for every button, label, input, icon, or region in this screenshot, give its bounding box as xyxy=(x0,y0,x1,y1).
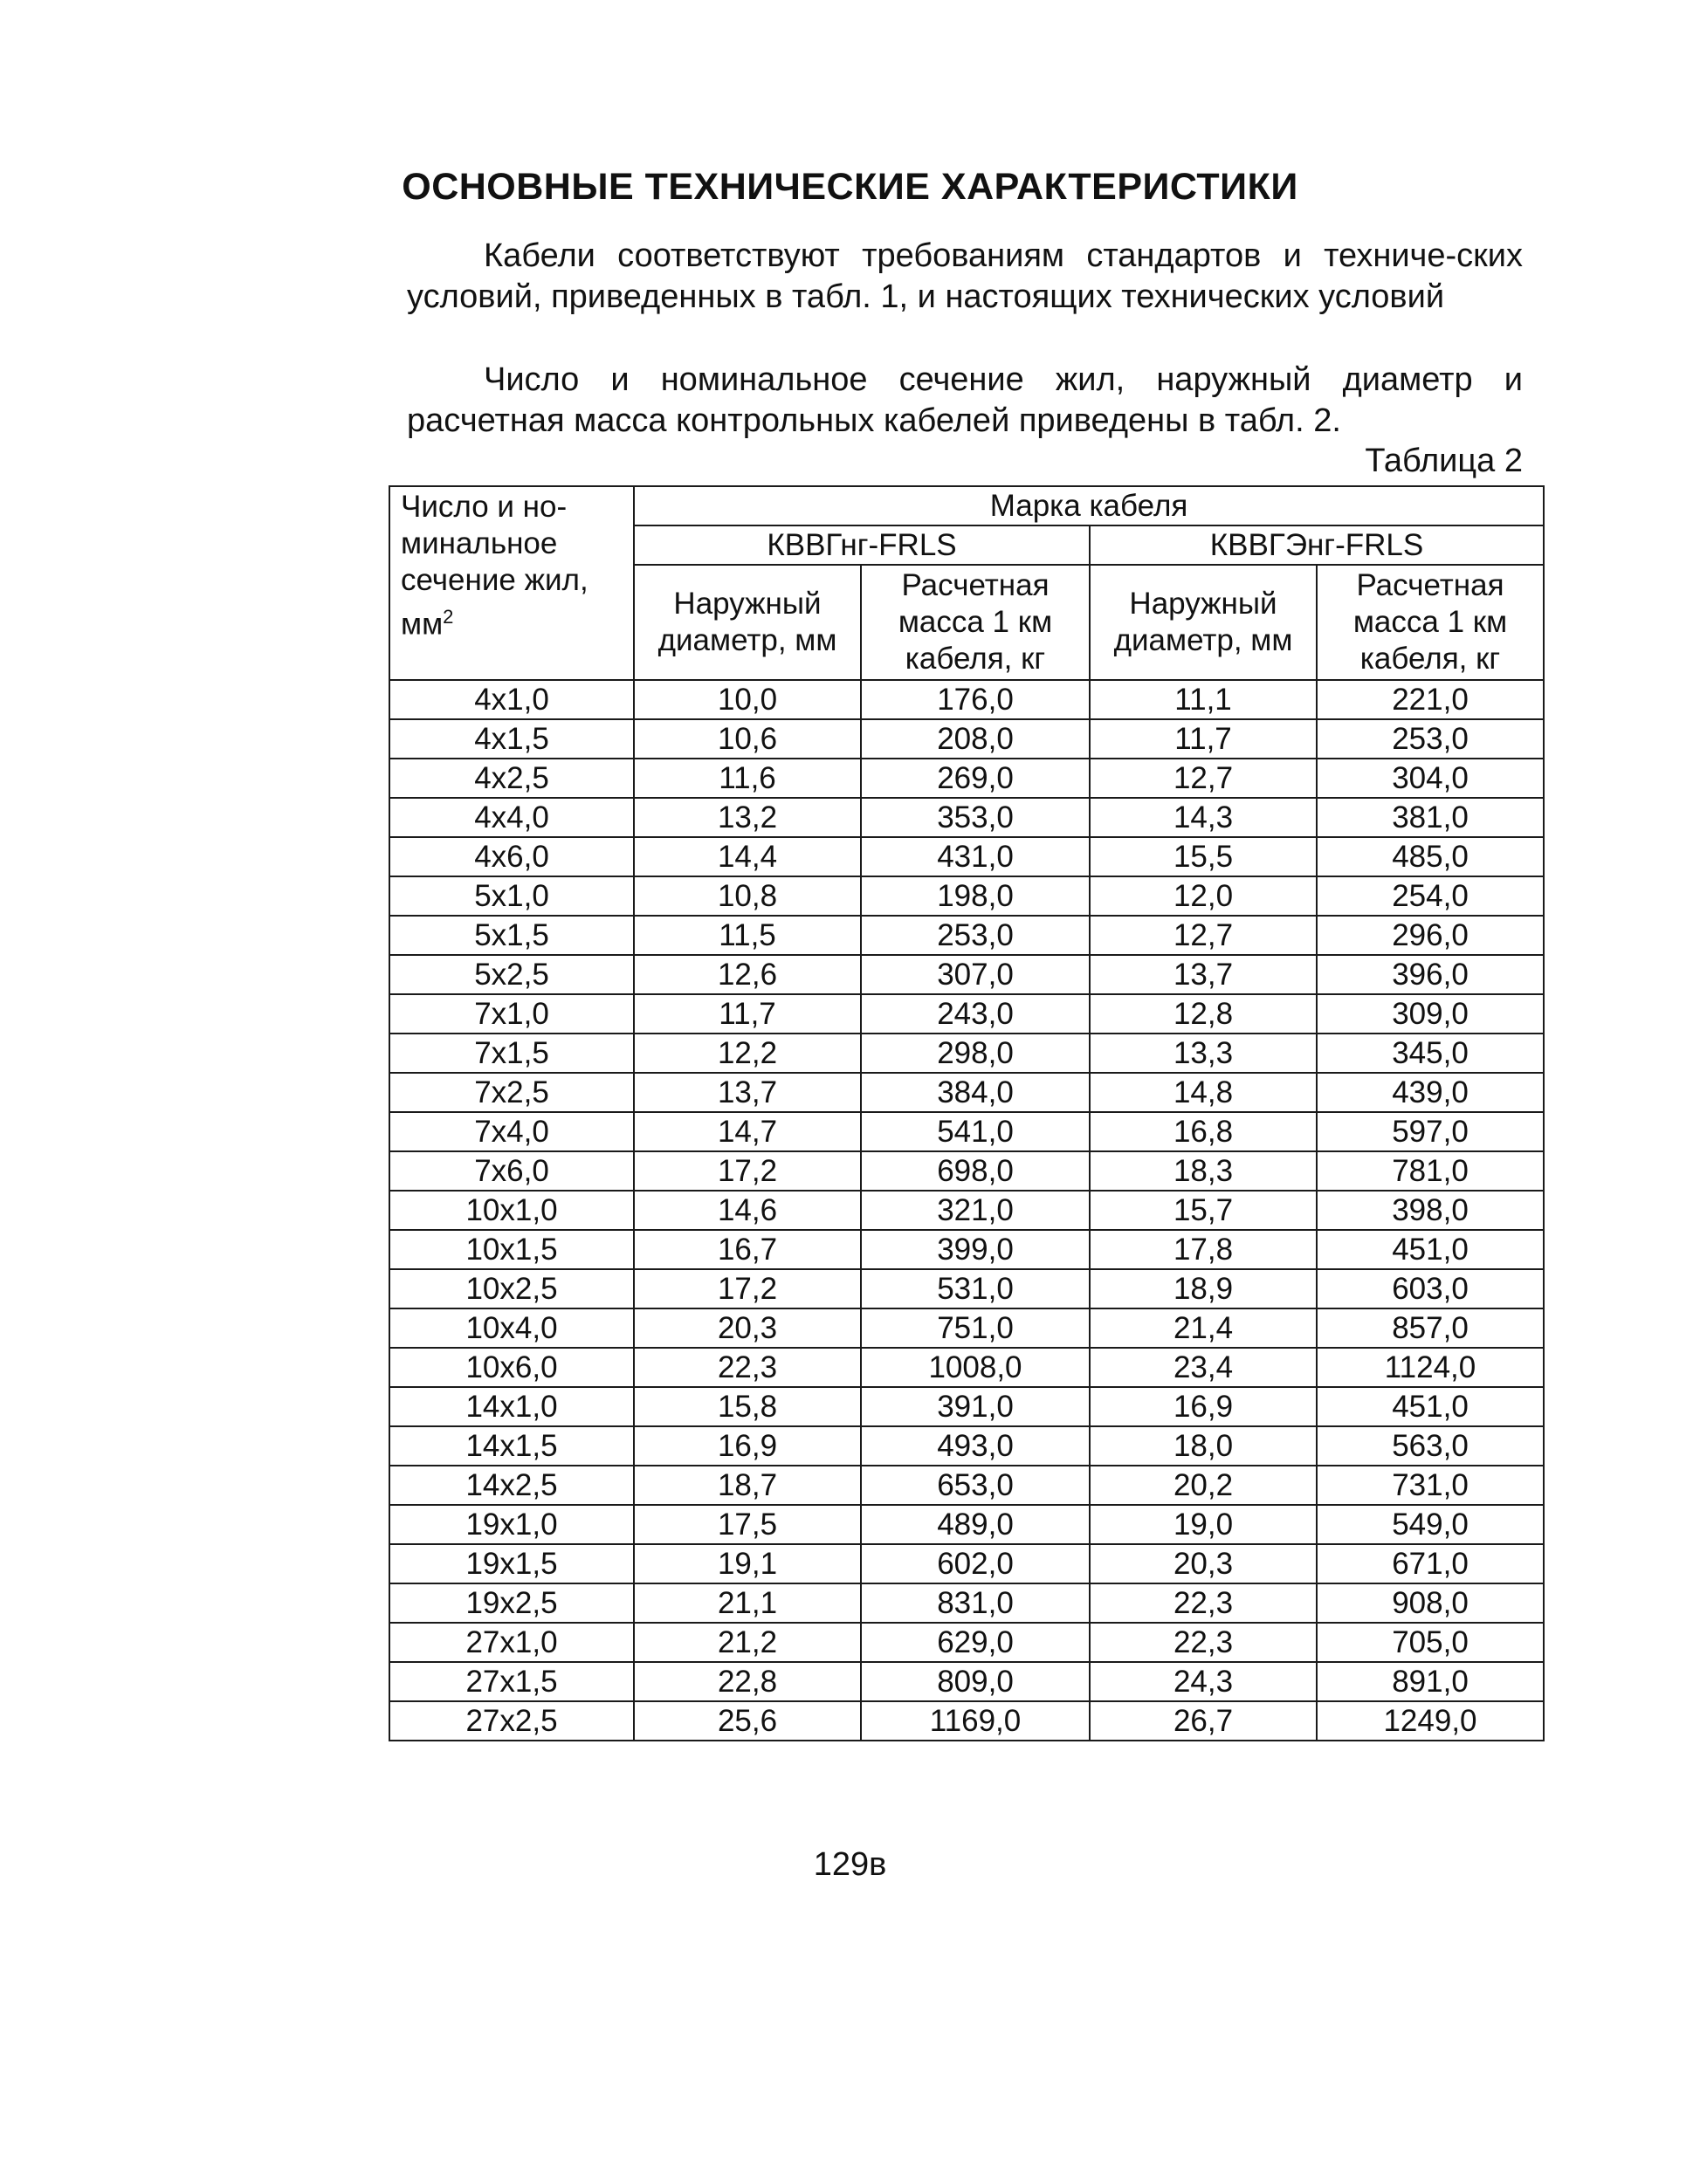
table-row xyxy=(389,994,1544,1034)
cell-mass-kvvgng: 176,0 xyxy=(861,680,1090,719)
table-row xyxy=(389,955,1544,994)
header-outer-diameter-2: Наружный диаметр, мм xyxy=(1090,565,1317,680)
header-mass-2: Расчетная масса 1 км кабеля, кг xyxy=(1317,565,1544,680)
cell-mass-kvvgng: 629,0 xyxy=(861,1623,1090,1662)
cell-mass-kvvgng: 431,0 xyxy=(861,837,1090,876)
cell-core-section: 4x6,0 xyxy=(389,837,634,876)
cell-core-section: 7x1,5 xyxy=(389,1034,634,1073)
cell-mass-kvvgng: 198,0 xyxy=(861,876,1090,916)
cell-diameter-kvvgeng: 17,8 xyxy=(1090,1230,1317,1269)
cell-diameter-kvvgeng: 24,3 xyxy=(1090,1662,1317,1701)
cell-mass-kvvgeng: 254,0 xyxy=(1317,876,1544,916)
cell-diameter-kvvgng: 13,7 xyxy=(634,1073,861,1112)
cell-core-section: 10x2,5 xyxy=(389,1269,634,1308)
header-outer-diameter-1: Наружный диаметр, мм xyxy=(634,565,861,680)
cell-mass-kvvgng: 321,0 xyxy=(861,1191,1090,1230)
cell-mass-kvvgng: 298,0 xyxy=(861,1034,1090,1073)
cell-diameter-kvvgeng: 22,3 xyxy=(1090,1583,1317,1623)
cell-mass-kvvgeng: 398,0 xyxy=(1317,1191,1544,1230)
cell-core-section: 5x2,5 xyxy=(389,955,634,994)
cable-specs-table xyxy=(389,485,1545,1741)
cell-diameter-kvvgeng: 15,7 xyxy=(1090,1191,1317,1230)
cell-diameter-kvvgng: 22,3 xyxy=(634,1348,861,1387)
cell-core-section: 4x4,0 xyxy=(389,798,634,837)
table-row xyxy=(389,1073,1544,1112)
cell-diameter-kvvgeng: 20,3 xyxy=(1090,1544,1317,1583)
cell-diameter-kvvgeng: 14,3 xyxy=(1090,798,1317,837)
cell-core-section: 27x1,5 xyxy=(389,1662,634,1701)
cell-diameter-kvvgng: 11,5 xyxy=(634,916,861,955)
header-brand-kvvgng: КВВГнг-FRLS xyxy=(634,525,1090,565)
cell-mass-kvvgeng: 381,0 xyxy=(1317,798,1544,837)
cell-diameter-kvvgng: 17,2 xyxy=(634,1269,861,1308)
cell-mass-kvvgeng: 296,0 xyxy=(1317,916,1544,955)
cell-core-section: 27x2,5 xyxy=(389,1701,634,1741)
cell-diameter-kvvgng: 10,8 xyxy=(634,876,861,916)
cell-mass-kvvgeng: 549,0 xyxy=(1317,1505,1544,1544)
cell-core-section: 14x1,5 xyxy=(389,1426,634,1466)
cell-diameter-kvvgeng: 12,7 xyxy=(1090,759,1317,798)
cell-diameter-kvvgng: 21,2 xyxy=(634,1623,861,1662)
header-core-count-section xyxy=(389,486,634,680)
table-row xyxy=(389,759,1544,798)
table-row xyxy=(389,1426,1544,1466)
cell-core-section: 7x4,0 xyxy=(389,1112,634,1151)
cell-diameter-kvvgeng: 18,9 xyxy=(1090,1269,1317,1308)
cell-mass-kvvgeng: 304,0 xyxy=(1317,759,1544,798)
table-row xyxy=(389,1701,1544,1741)
cell-core-section: 4x1,5 xyxy=(389,719,634,759)
cell-core-section: 19x1,0 xyxy=(389,1505,634,1544)
cell-diameter-kvvgeng: 26,7 xyxy=(1090,1701,1317,1741)
cell-mass-kvvgeng: 597,0 xyxy=(1317,1112,1544,1151)
cell-mass-kvvgng: 269,0 xyxy=(861,759,1090,798)
cell-mass-kvvgng: 698,0 xyxy=(861,1151,1090,1191)
cell-mass-kvvgeng: 396,0 xyxy=(1317,955,1544,994)
cell-core-section: 7x2,5 xyxy=(389,1073,634,1112)
cell-diameter-kvvgeng: 13,3 xyxy=(1090,1034,1317,1073)
header-cable-brand: Марка кабеля xyxy=(634,486,1544,525)
cell-mass-kvvgng: 1008,0 xyxy=(861,1348,1090,1387)
table-row xyxy=(389,1466,1544,1505)
cell-diameter-kvvgeng: 11,7 xyxy=(1090,719,1317,759)
cell-mass-kvvgng: 541,0 xyxy=(861,1112,1090,1151)
cell-diameter-kvvgng: 12,6 xyxy=(634,955,861,994)
cell-core-section: 7x6,0 xyxy=(389,1151,634,1191)
cell-mass-kvvgng: 307,0 xyxy=(861,955,1090,994)
cell-mass-kvvgng: 489,0 xyxy=(861,1505,1090,1544)
cell-mass-kvvgeng: 221,0 xyxy=(1317,680,1544,719)
cell-diameter-kvvgng: 18,7 xyxy=(634,1466,861,1505)
cell-diameter-kvvgeng: 11,1 xyxy=(1090,680,1317,719)
cell-diameter-kvvgng: 11,7 xyxy=(634,994,861,1034)
cell-mass-kvvgeng: 908,0 xyxy=(1317,1583,1544,1623)
cell-diameter-kvvgng: 25,6 xyxy=(634,1701,861,1741)
cell-diameter-kvvgeng: 16,8 xyxy=(1090,1112,1317,1151)
cell-diameter-kvvgng: 14,7 xyxy=(634,1112,861,1151)
cell-diameter-kvvgng: 19,1 xyxy=(634,1544,861,1583)
cell-mass-kvvgng: 1169,0 xyxy=(861,1701,1090,1741)
cell-mass-kvvgeng: 781,0 xyxy=(1317,1151,1544,1191)
cell-mass-kvvgng: 391,0 xyxy=(861,1387,1090,1426)
cell-core-section: 7x1,0 xyxy=(389,994,634,1034)
table-row xyxy=(389,1112,1544,1151)
cell-mass-kvvgng: 531,0 xyxy=(861,1269,1090,1308)
table-row xyxy=(389,1308,1544,1348)
cell-diameter-kvvgng: 17,5 xyxy=(634,1505,861,1544)
cell-diameter-kvvgeng: 20,2 xyxy=(1090,1466,1317,1505)
table-row xyxy=(389,837,1544,876)
table-intro-paragraph: Число и номинальное сечение жил, наружный диаметр и расчетная масса контрольных кабелей приведены в табл. 2. xyxy=(407,361,1523,439)
cell-mass-kvvgeng: 1124,0 xyxy=(1317,1348,1544,1387)
table-row xyxy=(389,1544,1544,1583)
cell-diameter-kvvgng: 10,0 xyxy=(634,680,861,719)
table-row xyxy=(389,1191,1544,1230)
table-row xyxy=(389,1662,1544,1701)
cell-diameter-kvvgng: 21,1 xyxy=(634,1583,861,1623)
cell-diameter-kvvgng: 16,7 xyxy=(634,1230,861,1269)
cell-mass-kvvgeng: 563,0 xyxy=(1317,1426,1544,1466)
cell-diameter-kvvgng: 16,9 xyxy=(634,1426,861,1466)
cell-core-section: 10x1,5 xyxy=(389,1230,634,1269)
table-row xyxy=(389,876,1544,916)
cell-diameter-kvvgng: 15,8 xyxy=(634,1387,861,1426)
cell-core-section: 10x1,0 xyxy=(389,1191,634,1230)
table-row xyxy=(389,916,1544,955)
table-row xyxy=(389,1230,1544,1269)
intro-paragraph: Кабели соответствуют требованиям стандартов и техниче-ских условий, приведенных в табл. 1, и настоящих технических условий xyxy=(407,237,1523,315)
table-row xyxy=(389,1348,1544,1387)
cell-diameter-kvvgeng: 22,3 xyxy=(1090,1623,1317,1662)
cell-core-section: 19x1,5 xyxy=(389,1544,634,1583)
table-row xyxy=(389,680,1544,719)
cell-diameter-kvvgeng: 21,4 xyxy=(1090,1308,1317,1348)
cell-mass-kvvgng: 208,0 xyxy=(861,719,1090,759)
table-row xyxy=(389,1505,1544,1544)
cell-mass-kvvgeng: 731,0 xyxy=(1317,1466,1544,1505)
cell-diameter-kvvgng: 14,4 xyxy=(634,837,861,876)
table-row xyxy=(389,1387,1544,1426)
cell-mass-kvvgeng: 671,0 xyxy=(1317,1544,1544,1583)
cell-diameter-kvvgeng: 12,7 xyxy=(1090,916,1317,955)
table-row xyxy=(389,719,1544,759)
cell-mass-kvvgeng: 857,0 xyxy=(1317,1308,1544,1348)
cell-diameter-kvvgng: 10,6 xyxy=(634,719,861,759)
header-unit-superscript: 2 xyxy=(443,606,454,628)
cell-diameter-kvvgeng: 12,0 xyxy=(1090,876,1317,916)
cell-diameter-kvvgeng: 15,5 xyxy=(1090,837,1317,876)
cell-core-section: 14x2,5 xyxy=(389,1466,634,1505)
cell-core-section: 19x2,5 xyxy=(389,1583,634,1623)
cell-diameter-kvvgeng: 18,3 xyxy=(1090,1151,1317,1191)
cell-mass-kvvgeng: 309,0 xyxy=(1317,994,1544,1034)
cell-diameter-kvvgeng: 12,8 xyxy=(1090,994,1317,1034)
cell-mass-kvvgng: 751,0 xyxy=(861,1308,1090,1348)
cell-core-section: 14x1,0 xyxy=(389,1387,634,1426)
cell-diameter-kvvgeng: 13,7 xyxy=(1090,955,1317,994)
table-row xyxy=(389,1583,1544,1623)
header-core-count-label: Число и но-минальное сечение жил, мм xyxy=(401,490,588,642)
cell-mass-kvvgng: 809,0 xyxy=(861,1662,1090,1701)
cell-mass-kvvgeng: 485,0 xyxy=(1317,837,1544,876)
cell-mass-kvvgng: 831,0 xyxy=(861,1583,1090,1623)
cell-diameter-kvvgeng: 19,0 xyxy=(1090,1505,1317,1544)
cell-mass-kvvgeng: 253,0 xyxy=(1317,719,1544,759)
cell-mass-kvvgeng: 603,0 xyxy=(1317,1269,1544,1308)
table-row xyxy=(389,1623,1544,1662)
cell-mass-kvvgeng: 1249,0 xyxy=(1317,1701,1544,1741)
cell-mass-kvvgng: 384,0 xyxy=(861,1073,1090,1112)
table-row xyxy=(389,1151,1544,1191)
cell-diameter-kvvgng: 22,8 xyxy=(634,1662,861,1701)
page-number: 129в xyxy=(813,1846,887,1883)
cell-mass-kvvgng: 253,0 xyxy=(861,916,1090,955)
cell-diameter-kvvgng: 20,3 xyxy=(634,1308,861,1348)
cell-mass-kvvgeng: 439,0 xyxy=(1317,1073,1544,1112)
cell-diameter-kvvgeng: 16,9 xyxy=(1090,1387,1317,1426)
cell-diameter-kvvgng: 13,2 xyxy=(634,798,861,837)
cell-mass-kvvgng: 353,0 xyxy=(861,798,1090,837)
cell-core-section: 4x2,5 xyxy=(389,759,634,798)
cell-diameter-kvvgeng: 23,4 xyxy=(1090,1348,1317,1387)
cell-core-section: 4x1,0 xyxy=(389,680,634,719)
page-title: ОСНОВНЫЕ ТЕХНИЧЕСКИЕ ХАРАКТЕРИСТИКИ xyxy=(402,166,1298,208)
table-label: Таблица 2 xyxy=(1365,443,1523,479)
header-brand-kvvgeng: КВВГЭнг-FRLS xyxy=(1090,525,1544,565)
cell-mass-kvvgng: 602,0 xyxy=(861,1544,1090,1583)
cell-diameter-kvvgeng: 14,8 xyxy=(1090,1073,1317,1112)
cell-core-section: 10x4,0 xyxy=(389,1308,634,1348)
cell-mass-kvvgng: 243,0 xyxy=(861,994,1090,1034)
cell-diameter-kvvgng: 17,2 xyxy=(634,1151,861,1191)
cell-mass-kvvgeng: 451,0 xyxy=(1317,1230,1544,1269)
cell-core-section: 27x1,0 xyxy=(389,1623,634,1662)
cell-mass-kvvgeng: 451,0 xyxy=(1317,1387,1544,1426)
cell-diameter-kvvgng: 14,6 xyxy=(634,1191,861,1230)
cell-mass-kvvgeng: 345,0 xyxy=(1317,1034,1544,1073)
cell-mass-kvvgeng: 891,0 xyxy=(1317,1662,1544,1701)
cell-diameter-kvvgng: 11,6 xyxy=(634,759,861,798)
cell-core-section: 10x6,0 xyxy=(389,1348,634,1387)
cell-mass-kvvgeng: 705,0 xyxy=(1317,1623,1544,1662)
table-body xyxy=(389,680,1544,1741)
cell-diameter-kvvgeng: 18,0 xyxy=(1090,1426,1317,1466)
cell-mass-kvvgng: 493,0 xyxy=(861,1426,1090,1466)
cell-diameter-kvvgng: 12,2 xyxy=(634,1034,861,1073)
table-row xyxy=(389,1034,1544,1073)
cell-mass-kvvgng: 399,0 xyxy=(861,1230,1090,1269)
cell-core-section: 5x1,0 xyxy=(389,876,634,916)
cell-mass-kvvgng: 653,0 xyxy=(861,1466,1090,1505)
table-row xyxy=(389,1269,1544,1308)
cell-core-section: 5x1,5 xyxy=(389,916,634,955)
header-mass-1: Расчетная масса 1 км кабеля, кг xyxy=(861,565,1090,680)
table-row xyxy=(389,798,1544,837)
